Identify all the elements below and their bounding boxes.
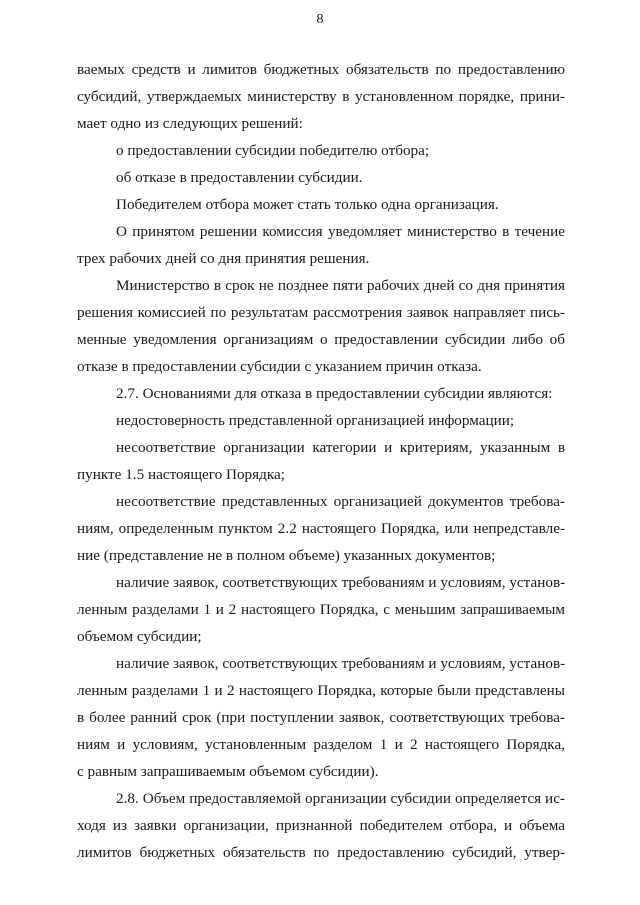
text-line: о предоставлении субсидии победителю отбора;	[116, 142, 430, 159]
text-line: Победителем отбора может стать только одна организация.	[116, 196, 499, 213]
text-line: ходя из заявки организации, признанной победителем отбора, и объема	[77, 817, 565, 834]
text-line: ленным разделами 1 и 2 настоящего Порядка, которые были представлены	[77, 682, 565, 699]
text-line: Министерство в срок не позднее пяти рабочих дней со дня принятия	[116, 277, 565, 294]
text-line: недостоверность представленной организацией информации;	[116, 412, 515, 429]
text-line: решения комиссией по результатам рассмотрения заявок направляет пись-	[77, 304, 565, 321]
text-line: в более ранний срок (при поступлении заявок, соответствующих требова-	[77, 709, 565, 726]
text-line: трех рабочих дней со дня принятия решения.	[77, 250, 370, 267]
text-line: субсидий, утверждаемых министерству в установленном порядке, прини-	[77, 88, 565, 105]
text-line: мает одно из следующих решений:	[77, 115, 303, 132]
text-line: несоответствие представленных организацией документов требова-	[116, 493, 565, 510]
text-line: с равным запрашиваемым объемом субсидии).	[77, 763, 379, 780]
text-line: менные уведомления организациям о предоставлении субсидии либо об	[77, 331, 565, 348]
text-line: 2.8. Объем предоставляемой организации субсидии определяется ис-	[116, 790, 565, 807]
text-line: ние (представление не в полном объеме) указанных документов;	[77, 547, 496, 564]
text-line: О принятом решении комиссия уведомляет министерство в течение	[116, 223, 565, 240]
text-line: отказе в предоставлении субсидии с указанием причин отказа.	[77, 358, 482, 375]
text-line: 2.7. Основаниями для отказа в предоставлении субсидии являются:	[116, 385, 553, 402]
text-line: ниям, определенным пунктом 2.2 настоящего Порядка, или непредставле-	[77, 520, 565, 537]
text-line: несоответствие организации категории и критериям, указанным в	[116, 439, 565, 456]
text-line: ленным разделами 1 и 2 настоящего Порядка, с меньшим запрашиваемым	[77, 601, 565, 618]
text-line: наличие заявок, соответствующих требованиям и условиям, установ-	[116, 574, 566, 591]
text-line: об отказе в предоставлении субсидии.	[116, 169, 363, 186]
text-line: лимитов бюджетных обязательств по предоставлению субсидий, утвер-	[77, 844, 565, 861]
text-line: объемом субсидии;	[77, 628, 202, 645]
text-line: пункте 1.5 настоящего Порядка;	[77, 466, 285, 483]
text-line: ваемых средств и лимитов бюджетных обязательств по предоставлению	[77, 61, 565, 78]
text-line: наличие заявок, соответствующих требованиям и условиям, установ-	[116, 655, 566, 672]
text-line: ниям и условиям, установленным разделом 1 и 2 настоящего Порядка,	[77, 736, 565, 753]
page-number: 8	[316, 12, 324, 27]
